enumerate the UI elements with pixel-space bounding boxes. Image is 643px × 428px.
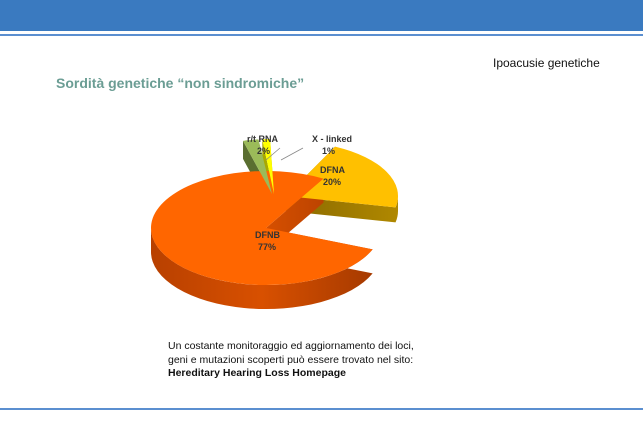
- footer-divider: [0, 408, 643, 410]
- hearing-loss-homepage-link[interactable]: Hereditary Hearing Loss Homepage: [168, 367, 346, 379]
- header-bar: [0, 0, 643, 31]
- pie-chart: [140, 120, 440, 320]
- header-divider: [0, 34, 643, 36]
- slide-title: Sordità genetiche “non sindromiche”: [56, 75, 305, 91]
- slice-label-rt-rna: r/t RNA: [247, 134, 278, 144]
- slice-label-x-linked: X - linked: [312, 134, 353, 144]
- slice-value-dfnb: 77%: [258, 242, 277, 252]
- caption: [168, 340, 418, 381]
- caption-text: Un costante monitoraggio ed aggiornamento dei loci, geni e mutazioni scoperti può essere trovato nel sito:: [168, 340, 414, 366]
- slice-value-dfna: 20%: [323, 177, 342, 187]
- slice-value-rt-rna: 2%: [257, 146, 271, 156]
- slice-value-x-linked: 1%: [322, 146, 336, 156]
- slice-label-dfna: DFNA: [320, 165, 345, 175]
- leader-line: [281, 148, 303, 160]
- section-label: Ipoacusie genetiche: [493, 56, 600, 70]
- slice-label-dfnb: DFNB: [255, 230, 280, 240]
